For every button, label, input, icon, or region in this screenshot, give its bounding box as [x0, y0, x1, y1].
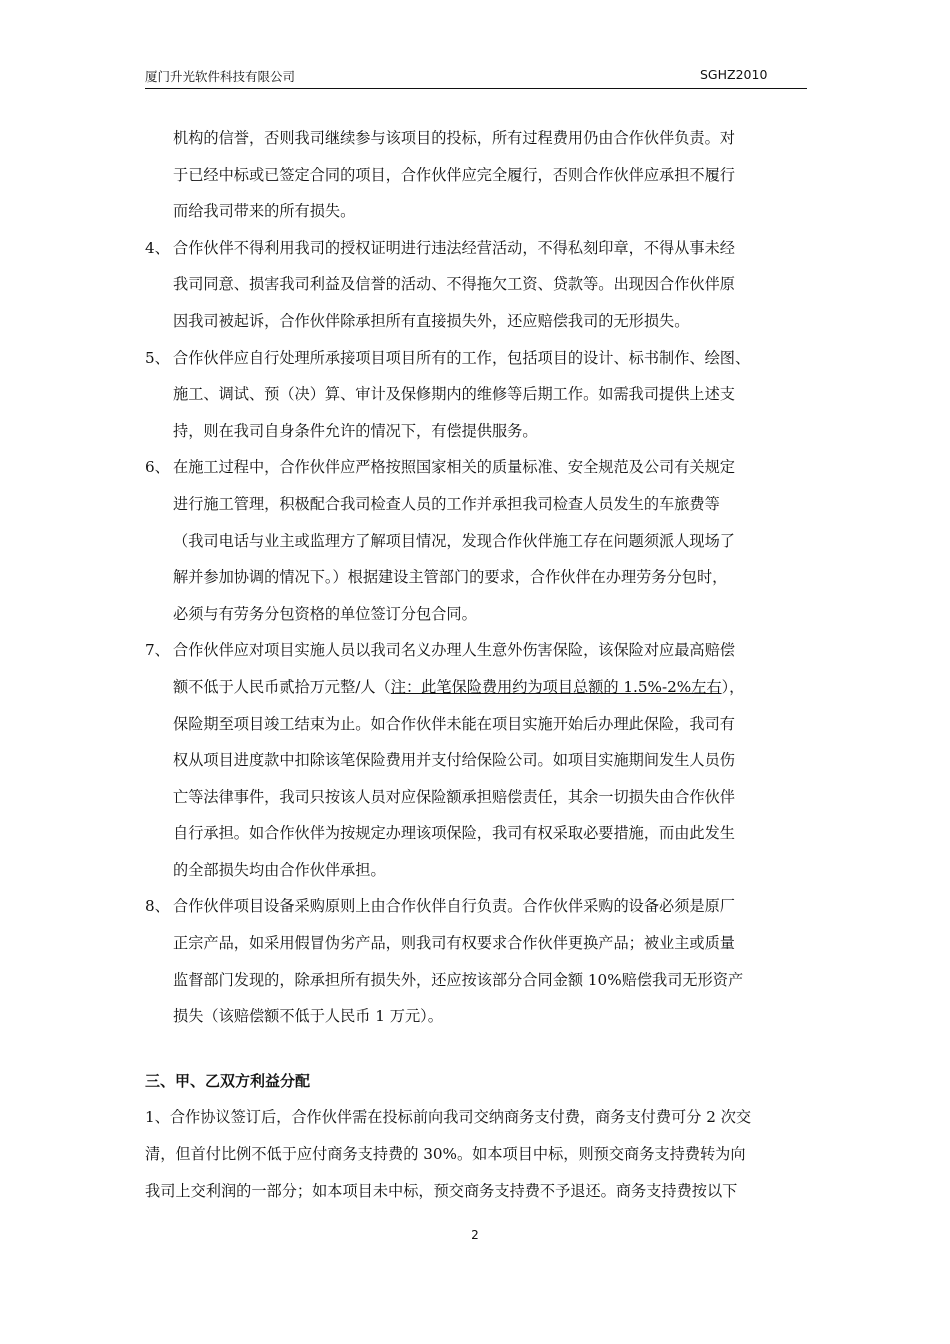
text-line: 额不低于人民币贰拾万元整/人（注：此笔保险费用约为项目总额的 1.5%-2%左右）， — [173, 677, 745, 696]
clause-5: 5、 合作伙伴应自行处理所承接项目项目所有的工作，包括项目的设计、标书制作、绘图、 — [145, 340, 807, 377]
text-line: 我司同意、损害我司利益及信誉的活动、不得拖欠工资、贷款等。出现因合作伙伴原 — [173, 275, 735, 294]
clause-number: 4、 — [145, 238, 170, 257]
page-number: 2 — [471, 1228, 479, 1242]
text-line: 于已经中标或已签定合同的项目，合作伙伴应完全履行，否则合作伙伴应承担不履行 — [173, 165, 735, 184]
text-line: 正宗产品，如采用假冒伪劣产品，则我司有权要求合作伙伴更换产品；被业主或质量 — [173, 934, 735, 953]
clause-8: 8、 合作伙伴项目设备采购原则上由合作伙伴自行负责。合作伙伴采购的设备必须是原厂 — [145, 888, 807, 925]
text-line: 进行施工管理，积极配合我司检查人员的工作并承担我司检查人员发生的车旅费等 — [173, 494, 720, 513]
text-line: 我司上交利润的一部分；如本项目未中标，预交商务支持费不予退还。商务支持费按以下 — [145, 1181, 738, 1200]
text-line: 亡等法律事件，我司只按该人员对应保险额承担赔偿责任，其余一切损失由合作伙伴 — [173, 787, 735, 806]
text-line: 1、合作协议签订后，合作伙伴需在投标前向我司交纳商务支付费，商务支付费可分 2 次交 — [145, 1108, 752, 1127]
text-line: 持，则在我司自身条件允许的情况下，有偿提供服务。 — [173, 421, 538, 440]
text-line: 自行承担。如合作伙伴为按规定办理该项保险，我司有权采取必要措施，而由此发生 — [173, 824, 735, 843]
text-line: 损失（该赔偿额不低于人民币 1 万元）。 — [173, 1007, 443, 1026]
text-line: 清，但首付比例不低于应付商务支持费的 30%。如本项目中标，则预交商务支持费转为向 — [145, 1145, 746, 1164]
text-line: 机构的信誉，否则我司继续参与该项目的投标，所有过程费用仍由合作伙伴负责。对 — [173, 129, 735, 147]
text-line: （我司电话与业主或监理方了解项目情况，发现合作伙伴施工存在问题须派人现场了 — [173, 531, 735, 550]
text-line: 监督部门发现的，除承担所有损失外，还应按该部分合同金额 10%赔偿我司无形资产 — [173, 970, 744, 989]
section-heading: 三、甲、乙双方利益分配 — [145, 1071, 311, 1090]
clause-4: 4、 合作伙伴不得利用我司的授权证明进行违法经营活动，不得私刻印章，不得从事未经 — [145, 230, 807, 267]
clause-number: 5、 — [145, 348, 170, 367]
document-body — [145, 120, 807, 1209]
text-line: 施工、调试、预（决）算、审计及保修期内的维修等后期工作。如需我司提供上述支 — [173, 385, 735, 404]
page-header — [145, 64, 807, 89]
insurance-note: 注：此笔保险费用约为项目总额的 1.5%-2%左右 — [390, 677, 722, 696]
text-line: 解并参加协调的情况下。）根据建设主管部门的要求，合作伙伴在办理劳务分包时， — [173, 568, 728, 587]
clause-6: 6、 在施工过程中，合作伙伴应严格按照国家相关的质量标准、安全规范及公司有关规定 — [145, 449, 807, 486]
header-company: 厦门升光软件科技有限公司 — [145, 69, 296, 84]
clause-number: 7、 — [145, 641, 170, 660]
clause-number: 6、 — [145, 458, 170, 477]
text-line: 权从项目进度款中扣除该笔保险费用并支付给保险公司。如项目实施期间发生人员伤 — [173, 751, 735, 770]
text-line: 而给我司带来的所有损失。 — [173, 202, 356, 221]
header-doc-code: SGHZ2010 — [700, 67, 768, 82]
text-line: 保险期至项目竣工结束为止。如合作伙伴未能在项目实施开始后办理此保险，我司有 — [173, 714, 735, 733]
clause-7: 7、 合作伙伴应对项目实施人员以我司名义办理人生意外伤害保险，该保险对应最高赔偿 — [145, 632, 807, 669]
clause-number: 8、 — [145, 897, 170, 916]
text-line: 因我司被起诉，合作伙伴除承担所有直接损失外，还应赔偿我司的无形损失。 — [173, 311, 690, 330]
text-line: 的全部损失均由合作伙伴承担。 — [173, 860, 386, 879]
text-line: 必须与有劳务分包资格的单位签订分包合同。 — [173, 604, 477, 623]
